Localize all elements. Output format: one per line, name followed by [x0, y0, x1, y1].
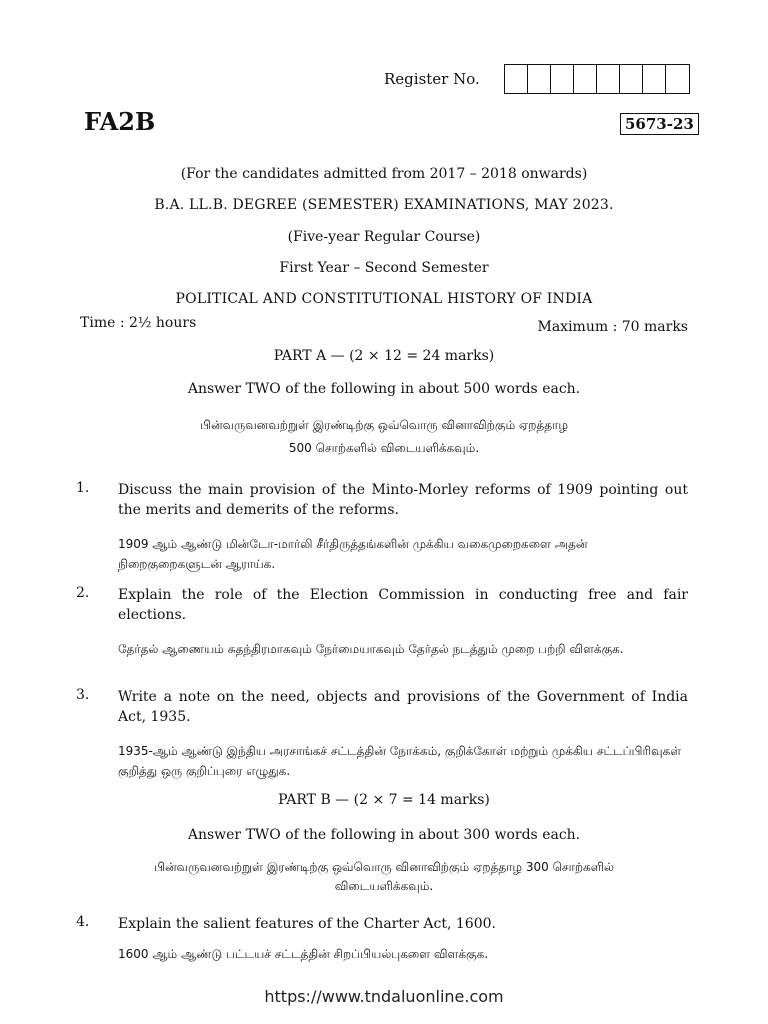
question-text: Explain the salient features of the Charter Act, 1600.	[118, 916, 496, 932]
question-text-tamil: 1935-ஆம் ஆண்டு இந்திய அரசாங்கச் சட்டத்தின் நோக்கம், குறிக்கோள் மற்றும் முக்கிய சட்டப்பிரிவுகள் குறித்து ஒரு குறிப்புரை எழுதுக.	[118, 744, 682, 778]
year-semester: First Year – Second Semester	[279, 260, 489, 276]
subject-title: POLITICAL AND CONSTITUTIONAL HISTORY OF INDIA	[175, 291, 593, 307]
maximum-marks: Maximum : 70 marks	[537, 319, 688, 335]
question-text-tamil: 1909 ஆம் ஆண்டு மின்டோ-மார்லி சீர்திருத்தங்களின் முக்கிய வகைமுறைகளை அதன் நிறைகுறைகளுடன் ஆராய்க.	[118, 537, 588, 571]
question-text: Explain the role of the Election Commission in conducting free and fair elections.	[118, 587, 688, 623]
question-text: Discuss the main provision of the Minto-Morley reforms of 1909 pointing out the merits and demerits of the reforms.	[118, 482, 688, 518]
degree-title: B.A. LL.B. DEGREE (SEMESTER) EXAMINATIONS, MAY 2023.	[154, 197, 614, 213]
part-a-instruction: Answer TWO of the following in about 500 words each.	[187, 381, 581, 397]
register-digit-box	[597, 65, 620, 93]
part-b-title: PART B — (2 × 7 = 14 marks)	[278, 792, 490, 808]
footer-url: https://www.tndaluonline.com	[264, 987, 504, 1006]
question-text-tamil: 1600 ஆம் ஆண்டு பட்டயச் சட்டத்தின் சிறப்பியல்புகளை விளக்குக.	[118, 947, 489, 961]
part-a-title: PART A — (2 × 12 = 24 marks)	[273, 348, 495, 364]
register-number-field	[384, 64, 690, 94]
question-text: Write a note on the need, objects and provisions of the Government of India Act, 1935.	[118, 689, 688, 725]
register-digit-box	[643, 65, 666, 93]
register-digit-box	[551, 65, 574, 93]
part-a-instruction-tamil-line1: பின்வருவனவற்றுள் இரண்டிற்கு ஒவ்வொரு வினாவிற்கும் ஏறத்தாழ	[200, 418, 568, 432]
question-2	[76, 585, 688, 659]
question-4	[76, 914, 688, 964]
question-1	[76, 480, 688, 574]
paper-number: 5673-23	[620, 113, 699, 135]
register-digit-box	[528, 65, 551, 93]
question-number: 1.	[76, 480, 90, 496]
question-number: 3.	[76, 687, 90, 703]
part-b-instruction-tamil-line1: பின்வருவனவற்றுள் இரண்டிற்கு ஒவ்வொரு வினாவிற்கும் ஏறத்தாழ 300 சொற்களில்	[154, 860, 614, 874]
course-type: (Five-year Regular Course)	[287, 229, 481, 245]
register-digit-box	[666, 65, 689, 93]
time-allowed: Time : 2½ hours	[80, 315, 197, 331]
register-number-label: Register No.	[384, 70, 480, 88]
part-b-instruction-tamil-line2: விடையளிக்கவும்.	[334, 879, 434, 893]
register-number-boxes	[504, 64, 690, 94]
subject-code: FA2B	[84, 107, 156, 136]
register-digit-box	[574, 65, 597, 93]
part-a-instruction-tamil-line2: 500 சொற்களில் விடையளிக்கவும்.	[288, 441, 480, 455]
candidates-note: (For the candidates admitted from 2017 – 2018 onwards)	[180, 166, 588, 182]
question-text-tamil: தேர்தல் ஆணையம் சுதந்திரமாகவும் நேர்மையாகவும் தேர்தல் நடத்தும் முறை பற்றி விளக்குக.	[118, 642, 624, 656]
register-digit-box	[505, 65, 528, 93]
question-number: 4.	[76, 914, 90, 930]
question-number: 2.	[76, 585, 90, 601]
register-digit-box	[620, 65, 643, 93]
question-3	[76, 687, 688, 781]
part-b-instruction: Answer TWO of the following in about 300 words each.	[187, 827, 581, 843]
